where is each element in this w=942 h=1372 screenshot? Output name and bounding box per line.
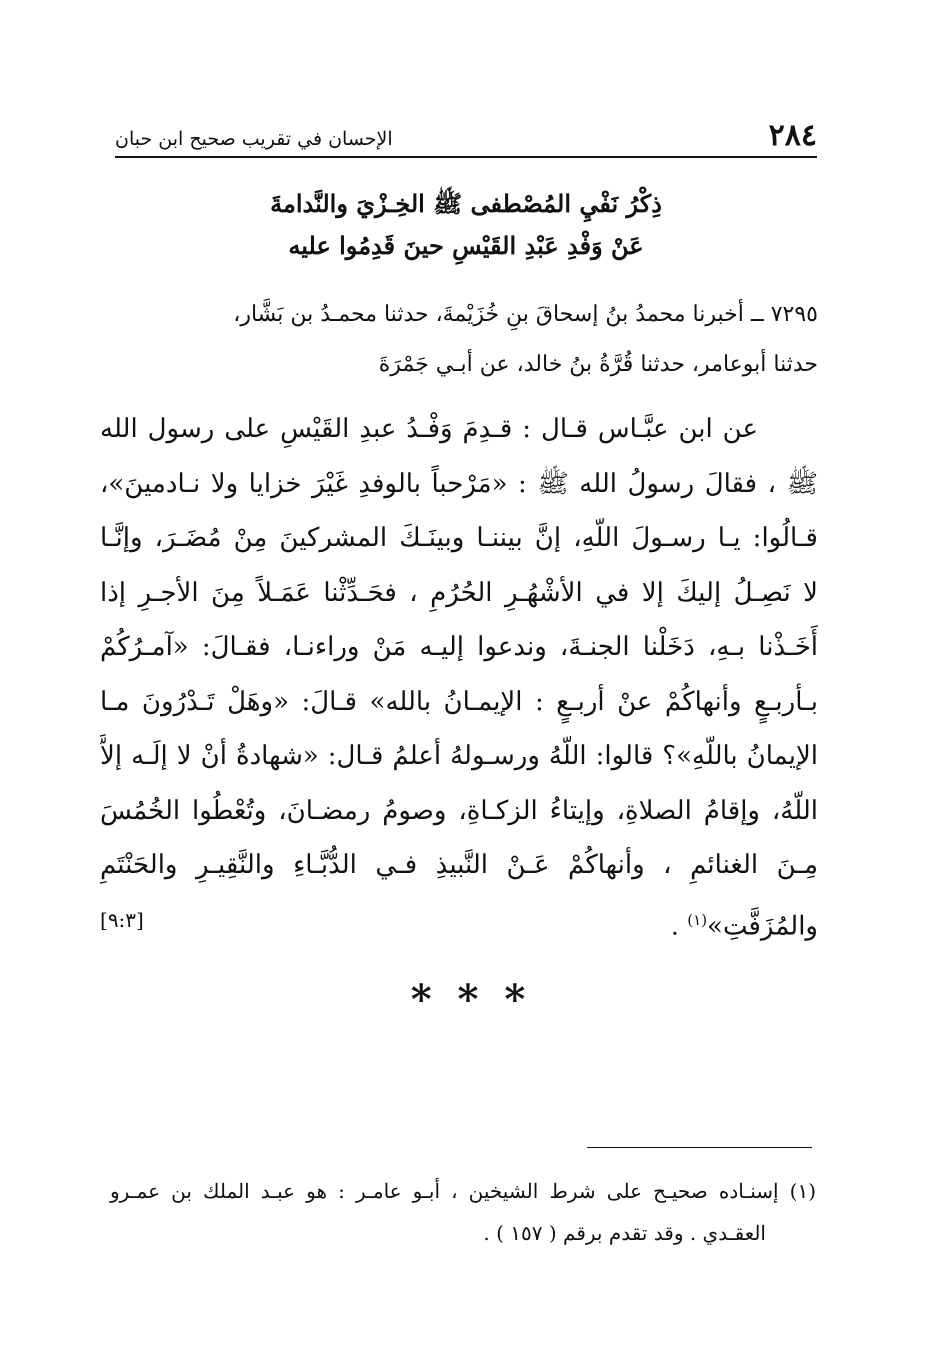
footnote <box>110 1170 816 1254</box>
hadith-line-5: أَخَـذْنا بـهِ، دَخَلْنا الجنـةَ، وندعوا إليـه مَنْ وراءنـا، فقـالَ: «آمـرُكُمْ <box>100 632 818 662</box>
hadith-line-6: بـأربـعٍ وأنهاكُمْ عنْ أربـعٍ : الإيمـانُ بالله» قـالَ: «وهَلْ تَـدْرُونَ مـا <box>100 686 818 717</box>
book-title: الإحسان في تقريب صحيح ابن حبان <box>115 128 393 150</box>
hadith-line-4: لا نَصِـلُ إليكَ إلا في الأشْهُـرِ الحُرُمِ ، فحَـدِّثْنا عَمَـلاً مِنَ الأجـرِ إذا <box>100 577 818 608</box>
footnote-line-2: العقـدي . وقد تقدم برقم ( ١٥٧ ) . <box>483 1221 766 1245</box>
isnad-line-2: حدثنا أبوعامر، حدثنا قُرَّةُ بنُ خالد، عن أبـي جَمْرَةَ <box>378 352 818 377</box>
footnote-line-1: (١) إسنـاده صحيـح على شرط الشيخين ، أبـو عامـر : هو عبـد الملك بن عمـرو <box>110 1179 816 1203</box>
chapter-title-line-1: ذِكْرُ نَفْيِ المُصْطفى ﷺ الخِـزْيَ والنَّدامةَ <box>270 189 662 218</box>
isnad-line-1: ٧٢٩٥ ــ أخبرنا محمدُ بنُ إسحاقَ بنِ خُزَيْمةَ، حدثنا محمـدُ بن بَشَّار، <box>233 302 818 327</box>
hadith-line-9: مِـنَ الغنائمِ ، وأنهاكُمْ عَـنْ النَّبيذِ فـي الدُّبَّـاءِ والنَّقِيـرِ والحَنْتَمِ <box>100 850 818 880</box>
section-separator: * * * <box>410 976 532 1023</box>
hadith-line-7: الإيمانُ باللّهِ»؟ قالوا: اللّهُ ورسـولهُ أعلمُ قـال: «شهادةُ أنْ لا إلَـه إلاَّ <box>100 741 818 771</box>
hadith-line-3: قـالُوا: يـا رسـولَ اللّهِ، إنَّ بيننـا وبينَـكَ المشركينَ مِنْ مُضَـرَ، وإنَّـا <box>100 523 818 553</box>
chapter-title-line-2: عَنْ وَفْدِ عَبْدِ القَيْسِ حينَ قَدِمُوا عليه <box>288 231 644 260</box>
running-header <box>115 116 817 158</box>
hadith-end-dot: . <box>670 911 679 942</box>
hadith-line-8: اللّهُ، وإقامُ الصلاةِ، وإيتاءُ الزكـاةِ، وصومُ رمضـانَ، وتُعْطُوا الخُمُسَ <box>100 795 818 826</box>
footnote-divider <box>587 1147 812 1148</box>
page-number: ٢٨٤ <box>768 118 817 153</box>
isnad-chain <box>100 290 818 390</box>
chapter-title <box>115 183 817 267</box>
hadith-reference: [٩:٣] <box>100 907 144 932</box>
hadith-text <box>100 402 818 954</box>
hadith-line-1: عن ابن عبَّـاس قـال : قـدِمَ وَفْـدُ عبدِ القَيْسِ على رسول الله <box>100 414 758 444</box>
hadith-line-10 <box>100 893 818 954</box>
hadith-line-2: ﷺ ، فقالَ رسولُ الله ﷺ : «مَرْحباً بالوفدِ غَيْرَ خزايا ولا نـادمينَ»، <box>100 468 818 499</box>
hadith-closing <box>671 893 818 954</box>
hadith-closing-text: والمُزَفَّتِ» <box>707 911 818 942</box>
footnote-marker: (١) <box>687 910 708 929</box>
